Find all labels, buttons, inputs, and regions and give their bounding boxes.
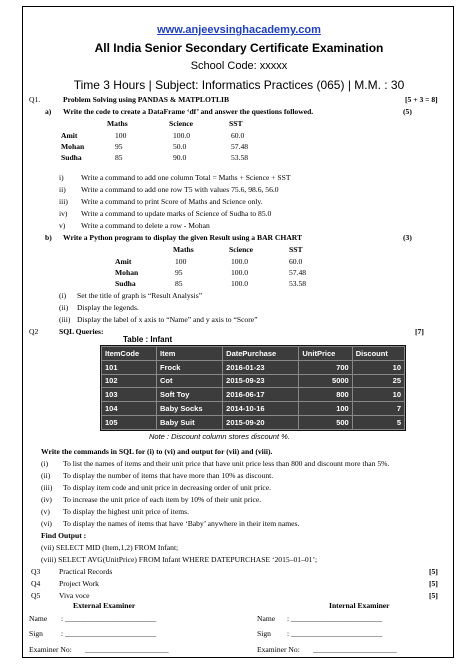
q1b-item-text: Display the legends. (77, 303, 139, 312)
df-b-cell: 100.0 (231, 257, 249, 266)
q1a-item-text: Write a command to print Score of Maths and Science only. (81, 197, 263, 206)
q2-item-text: To display item code and unit price in decreasing order of unit price. (63, 483, 272, 492)
table-cell: 25 (352, 374, 404, 388)
table-cell: 101 (102, 360, 157, 374)
q2-item-text: To display the names of items that have ‘Baby’ anywhere in their item names. (63, 519, 300, 528)
q1a-text: Write the code to create a DataFrame ‘df’ and answer the questions followed. (63, 107, 314, 116)
df-b-col-science: Science (229, 245, 254, 254)
df-b-cell: 85 (175, 279, 183, 288)
table-header: Item (157, 347, 223, 361)
ext-examiner-no-label: Examiner No: (29, 645, 72, 654)
ext-name-line: : ________________________ (61, 614, 157, 623)
df-a-col-sst: SST (229, 119, 243, 128)
int-sign-label: Sign (257, 629, 271, 638)
table-cell: 2014-10-16 (223, 402, 299, 416)
table-cell: 10 (352, 388, 404, 402)
q3-number: Q3 (31, 567, 41, 576)
q4-marks: [5] (429, 579, 438, 588)
table-cell: 7 (352, 402, 404, 416)
q1a-item-num: iii) (59, 197, 68, 206)
ext-sign-line: : ________________________ (61, 629, 157, 638)
q5-number: Q5 (31, 591, 41, 600)
table-row (102, 360, 405, 374)
df-a-cell: 50.0 (173, 142, 187, 151)
q2-item-num: (i) (41, 459, 49, 468)
df-b-row-name: Mohan (115, 268, 139, 277)
q1b-label: b) (45, 233, 52, 242)
df-b-col-sst: SST (289, 245, 303, 254)
df-b-cell: 100 (175, 257, 187, 266)
df-a-cell: 57.48 (231, 142, 249, 151)
df-a-cell: 90.0 (173, 153, 187, 162)
q1b-text: Write a Python program to display the given Result using a BAR CHART (63, 233, 303, 242)
df-a-row-name: Sudha (61, 153, 82, 162)
table-cell: 10 (352, 360, 404, 374)
output-query: (viii) SELECT AVG(UnitPrice) FROM Infant WHERE DATEPURCHASE ‘2015–01–01’; (41, 555, 318, 564)
q1a-marks: (5) (403, 107, 412, 116)
q1a-item-num: v) (59, 221, 66, 230)
time-subject-line: Time 3 Hours | Subject: Informatics Practices (065) | M.M. : 30 (73, 78, 405, 92)
q2-item-num: (v) (41, 507, 50, 516)
q2-item-text: To list the names of items and their unit price that have unit price less than 800 and discount more than 5%. (63, 459, 390, 468)
q2-marks: [7] (415, 327, 424, 336)
find-output-heading: Find Output : (41, 531, 87, 540)
q2-item-text: To display the number of items that have more than 10% as discount. (63, 471, 274, 480)
table-cell: 2015-09-20 (223, 416, 299, 430)
df-a-col-science: Science (169, 119, 194, 128)
q1-marks: [5 + 3 = 8] (405, 95, 438, 104)
q1a-item-num: iv) (59, 209, 68, 218)
table-header: Discount (352, 347, 404, 361)
df-a-cell: 53.58 (231, 153, 249, 162)
table-row (102, 402, 405, 416)
output-query: (vii) SELECT MID (Item,1,2) FROM Infant; (41, 543, 179, 552)
df-a-col-maths: Maths (107, 119, 128, 128)
table-cell: Frock (157, 360, 223, 374)
external-examiner-title: External Examiner (73, 601, 136, 610)
table-cell: Cot (157, 374, 223, 388)
ext-sign-label: Sign (29, 629, 43, 638)
table-cell: 105 (102, 416, 157, 430)
q1a-item-text: Write a command to update marks of Science of Sudha to 85.0 (81, 209, 272, 218)
int-examiner-no-line: ______________________ (313, 645, 397, 654)
table-cell: 2016-01-23 (223, 360, 299, 374)
q1b-item-num: (iii) (59, 315, 71, 324)
q1a-item-num: i) (59, 173, 64, 182)
q4-number: Q4 (31, 579, 41, 588)
table-cell: 100 (299, 402, 352, 416)
table-cell: 102 (102, 374, 157, 388)
q2-item-text: To increase the unit price of each item by 10% of their unit price. (63, 495, 262, 504)
df-b-col-maths: Maths (173, 245, 194, 254)
table-cell: 800 (299, 388, 352, 402)
table-cell: Baby Suit (157, 416, 223, 430)
infant-table (100, 345, 406, 431)
ext-examiner-no-line: ______________________ (85, 645, 169, 654)
table-header: UnitPrice (299, 347, 352, 361)
q1a-item-text: Write a command to add one column Total = Maths + Science + SST (81, 173, 291, 182)
q2-number: Q2 (29, 327, 39, 336)
int-examiner-no-label: Examiner No: (257, 645, 300, 654)
exam-page (22, 6, 454, 658)
q3-text: Practical Records (59, 567, 113, 576)
q2-item-num: (iv) (41, 495, 52, 504)
table-cell: 5 (352, 416, 404, 430)
df-a-cell: 95 (115, 142, 123, 151)
table-note: Note : Discount column stores discount %. (149, 432, 290, 441)
q2-item-num: (ii) (41, 471, 51, 480)
df-b-cell: 95 (175, 268, 183, 277)
ext-name-label: Name (29, 614, 48, 623)
q2-item-num: (iii) (41, 483, 53, 492)
q1a-item-text: Write a command to delete a row - Mohan (81, 221, 210, 230)
df-a-cell: 100.0 (173, 131, 191, 140)
df-a-cell: 85 (115, 153, 123, 162)
q2-item-text: To display the highest unit price of items. (63, 507, 190, 516)
q1-title: Problem Solving using PANDAS & MATPLOTLIB (63, 95, 230, 104)
table-cell: 700 (299, 360, 352, 374)
q5-marks: [5] (429, 591, 438, 600)
table-row (102, 416, 405, 430)
table-cell: 103 (102, 388, 157, 402)
q1b-item-text: Set the title of graph is “Result Analysis” (77, 291, 203, 300)
q1a-label: a) (45, 107, 52, 116)
exam-title: All India Senior Secondary Certificate Examination (94, 41, 384, 55)
q2-item-num: (vi) (41, 519, 52, 528)
df-b-cell: 100.0 (231, 279, 249, 288)
df-b-cell: 60.0 (289, 257, 303, 266)
table-caption: Table : Infant (123, 335, 173, 344)
int-sign-line: : ________________________ (287, 629, 383, 638)
q1b-item-num: (ii) (59, 303, 69, 312)
internal-examiner-title: Internal Examiner (329, 601, 390, 610)
table-row (102, 388, 405, 402)
table-cell: 2016-06-17 (223, 388, 299, 402)
q1b-marks: (3) (403, 233, 412, 242)
table-cell: 2015-09-23 (223, 374, 299, 388)
df-b-cell: 57.48 (289, 268, 307, 277)
q1b-item-text: Display the label of x axis to “Name” and y axis to “Score” (77, 315, 258, 324)
q2-title: SQL Queries: (59, 327, 104, 336)
q1-number: Q1. (29, 95, 41, 104)
df-a-cell: 100 (115, 131, 127, 140)
q3-marks: [5] (429, 567, 438, 576)
q2-instruction: Write the commands in SQL for (i) to (vi) and output for (vii) and (viii). (41, 447, 273, 456)
q4-text: Project Work (59, 579, 99, 588)
df-a-row-name: Mohan (61, 142, 85, 151)
df-a-cell: 60.0 (231, 131, 245, 140)
website-link[interactable]: www.anjeevsinghacademy.com (157, 24, 321, 36)
df-b-row-name: Sudha (115, 279, 136, 288)
q5-text: Viva voce (59, 591, 90, 600)
df-b-row-name: Amit (115, 257, 132, 266)
q1b-item-num: (i) (59, 291, 67, 300)
table-cell: 5000 (299, 374, 352, 388)
df-b-cell: 100.0 (231, 268, 249, 277)
q1a-item-num: ii) (59, 185, 66, 194)
table-cell: Soft Toy (157, 388, 223, 402)
df-a-row-name: Amit (61, 131, 78, 140)
int-name-label: Name (257, 614, 276, 623)
q1a-item-text: Write a command to add one row T5 with values 75.6, 98.6, 56.0 (81, 185, 279, 194)
table-header: DatePurchase (223, 347, 299, 361)
table-header: ItemCode (102, 347, 157, 361)
school-code: School Code: xxxxx (190, 60, 288, 72)
table-cell: 104 (102, 402, 157, 416)
table-row (102, 374, 405, 388)
table-cell: 500 (299, 416, 352, 430)
df-b-cell: 53.58 (289, 279, 307, 288)
int-name-line: : ________________________ (287, 614, 383, 623)
table-cell: Baby Socks (157, 402, 223, 416)
